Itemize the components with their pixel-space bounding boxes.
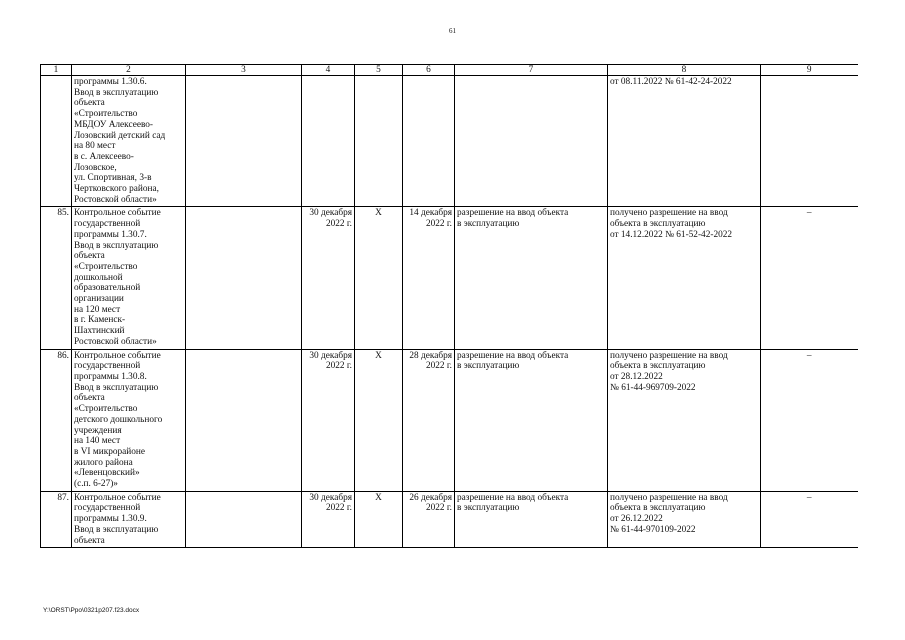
actual-date-cell: 14 декабря 2022 г.: [403, 207, 455, 349]
event-description-cell: программы 1.30.6. Ввод в эксплуатацию объекта «Строительство МБДОУ Алексеево- Лозовский детский сад на 80 мест в с. Алексеево- Лозовское, ул. Спортивная, 3-в Чертковского района, Ростовской области»: [72, 76, 186, 207]
mark-cell: [355, 76, 403, 207]
actual-date-cell: 26 декабря 2022 г.: [403, 491, 455, 548]
table-row: [41, 349, 858, 491]
column-header: 1: [41, 65, 72, 76]
row-number-cell: 86.: [41, 349, 72, 491]
planned-date-cell: 30 декабря 2022 г.: [302, 349, 355, 491]
result-cell: получено разрешение на ввод объекта в эксплуатацию от 14.12.2022 № 61-52-42-2022: [608, 207, 761, 349]
mark-cell: X: [355, 491, 403, 548]
document-type-cell: разрешение на ввод объекта в эксплуатацию: [455, 349, 608, 491]
table-row: [41, 491, 858, 548]
column-header: 9: [761, 65, 858, 76]
responsible-cell: [186, 349, 302, 491]
table-row-continuation: [41, 76, 858, 207]
responsible-cell: [186, 491, 302, 548]
note-cell: –: [761, 349, 858, 491]
result-cell: получено разрешение на ввод объекта в эксплуатацию от 28.12.2022 № 61-44-969709-2022: [608, 349, 761, 491]
result-cell: получено разрешение на ввод объекта в эксплуатацию от 26.12.2022 № 61-44-970109-2022: [608, 491, 761, 548]
row-number-cell: 87.: [41, 491, 72, 548]
actual-date-cell: [403, 76, 455, 207]
report-table: [40, 64, 858, 548]
document-type-cell: разрешение на ввод объекта в эксплуатацию: [455, 491, 608, 548]
column-header: 5: [355, 65, 403, 76]
file-path-footer: Y:\ORST\Ppo\0321p207.f23.docx: [43, 607, 140, 614]
table-header-row: [41, 65, 858, 76]
event-description-cell: Контрольное событие государственной программы 1.30.9. Ввод в эксплуатацию объекта: [72, 491, 186, 548]
note-cell: [761, 76, 858, 207]
document-type-cell: [455, 76, 608, 207]
column-header: 6: [403, 65, 455, 76]
note-cell: –: [761, 491, 858, 548]
mark-cell: X: [355, 207, 403, 349]
page-number: 61: [449, 27, 456, 35]
document-type-cell: разрешение на ввод объекта в эксплуатацию: [455, 207, 608, 349]
planned-date-cell: [302, 76, 355, 207]
responsible-cell: [186, 207, 302, 349]
column-header: 4: [302, 65, 355, 76]
mark-cell: X: [355, 349, 403, 491]
row-number-cell: [41, 76, 72, 207]
column-header: 3: [186, 65, 302, 76]
column-header: 8: [608, 65, 761, 76]
row-number-cell: 85.: [41, 207, 72, 349]
result-cell: от 08.11.2022 № 61-42-24-2022: [608, 76, 761, 207]
column-header: 7: [455, 65, 608, 76]
planned-date-cell: 30 декабря 2022 г.: [302, 207, 355, 349]
table-row: [41, 207, 858, 349]
column-header: 2: [72, 65, 186, 76]
event-description-cell: Контрольное событие государственной программы 1.30.7. Ввод в эксплуатацию объекта «Строительство дошкольной образовательной организации на 120 мест в г. Каменск- Шахтинский Ростовской области»: [72, 207, 186, 349]
responsible-cell: [186, 76, 302, 207]
actual-date-cell: 28 декабря 2022 г.: [403, 349, 455, 491]
event-description-cell: Контрольное событие государственной программы 1.30.8. Ввод в эксплуатацию объекта «Строительство детского дошкольного учреждения на 140 мест в VI микрорайоне жилого района «Левенцовский» (с.п. 6-27)»: [72, 349, 186, 491]
note-cell: –: [761, 207, 858, 349]
planned-date-cell: 30 декабря 2022 г.: [302, 491, 355, 548]
